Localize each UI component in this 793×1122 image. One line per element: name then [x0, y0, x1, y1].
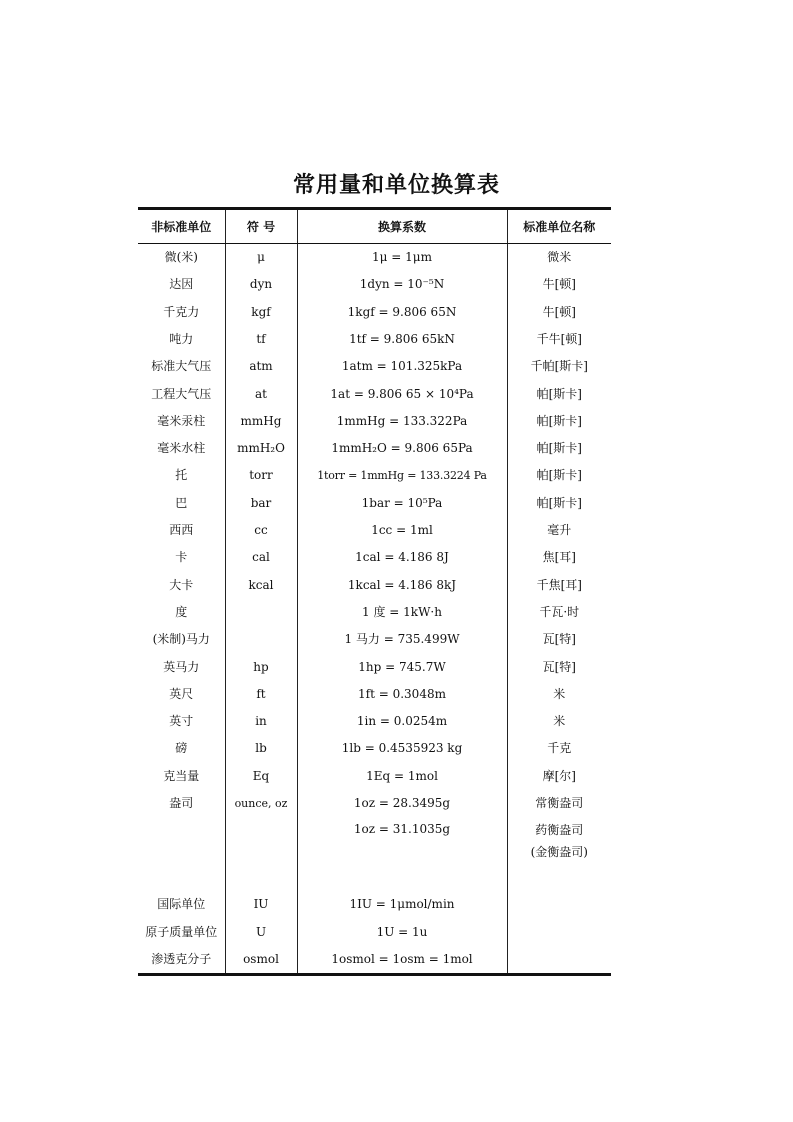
symbol-cell: ft: [225, 681, 297, 708]
symbol-cell: mmHg: [225, 408, 297, 435]
standard-cell: 千瓦·时: [507, 599, 611, 626]
unit-cell: 千克力: [163, 304, 200, 319]
factor-cell: 1torr = 1mmHg = 133.3224 Pa: [297, 462, 507, 489]
factor-cell: 1bar = 10⁵Pa: [297, 490, 507, 517]
conversion-table: [138, 207, 611, 976]
symbol-cell: U: [225, 919, 297, 946]
symbol-cell: tf: [225, 326, 297, 353]
factor-cell: 1 马力 = 735.499W: [297, 626, 507, 653]
factor-cell: 1osmol = 1osm = 1mol: [297, 946, 507, 975]
factor-cell: 1mmH₂O = 9.806 65Pa: [297, 435, 507, 462]
standard-cell: 牛[顿]: [507, 271, 611, 298]
standard-name: 药衡盎司: [535, 823, 584, 838]
factor-cell: 1cal = 4.186 8J: [297, 544, 507, 571]
page-title: 常用量和单位换算表: [292, 173, 500, 198]
standard-cell: 微米: [507, 244, 611, 272]
unit-cell: 托: [175, 468, 188, 483]
unit-cell: 英尺: [169, 686, 194, 701]
standard-cell: [507, 919, 611, 946]
header-conversion-factor: 换算系数: [297, 209, 507, 244]
standard-cell: 毫升: [507, 517, 611, 544]
header-nonstandard-unit: 非标准单位: [138, 209, 225, 244]
unit-cell: 毫米水柱: [157, 441, 206, 456]
standard-cell: 帕[斯卡]: [507, 435, 611, 462]
symbol-cell: osmol: [225, 946, 297, 975]
factor-cell: 1at = 9.806 65 × 10⁴Pa: [297, 380, 507, 407]
factor-cell: 1in = 0.0254m: [297, 708, 507, 735]
standard-cell: [507, 946, 611, 975]
symbol-cell: in: [225, 708, 297, 735]
unit-cell: 大卡: [169, 577, 194, 592]
spacer-cell: [138, 873, 225, 891]
table-row: [138, 517, 611, 544]
symbol-cell: lb: [225, 735, 297, 762]
symbol-cell: Eq: [225, 763, 297, 790]
symbol-cell: hp: [225, 653, 297, 680]
unit-cell: 毫米汞柱: [157, 413, 206, 428]
symbol-cell: mmH₂O: [225, 435, 297, 462]
symbol-cell: [225, 599, 297, 626]
table-row: [138, 681, 611, 708]
table-row: [138, 353, 611, 380]
factor-cell: 1dyn = 10⁻⁵N: [297, 271, 507, 298]
standard-cell: 千帕[斯卡]: [507, 353, 611, 380]
standard-cell: 米: [507, 708, 611, 735]
factor-cell: 1U = 1u: [297, 919, 507, 946]
table-row: [138, 271, 611, 298]
factor-cell: 1lb = 0.4535923 kg: [297, 735, 507, 762]
unit-cell: 盎司: [169, 795, 194, 810]
standard-cell: 帕[斯卡]: [507, 408, 611, 435]
standard-cell: 千牛[顿]: [507, 326, 611, 353]
unit-cell: 度: [175, 604, 188, 619]
standard-cell: 帕[斯卡]: [507, 380, 611, 407]
table-row: [138, 919, 611, 946]
factor-cell: 1IU = 1μmol/min: [297, 891, 507, 918]
symbol-cell: μ: [225, 244, 297, 272]
symbol-cell: cal: [225, 544, 297, 571]
unit-cell: 克当量: [163, 768, 200, 783]
table-row: [138, 326, 611, 353]
symbol-cell: ounce, oz: [225, 790, 297, 817]
factor-cell: 1kcal = 4.186 8kJ: [297, 572, 507, 599]
standard-cell: 摩[尔]: [507, 763, 611, 790]
unit-cell: 原子质量单位: [145, 924, 218, 939]
table-row: [138, 299, 611, 326]
symbol-cell: kgf: [225, 299, 297, 326]
standard-cell: 焦[耳]: [507, 544, 611, 571]
table-row: [138, 891, 611, 918]
unit-cell: 渗透克分子: [151, 951, 212, 966]
factor-cell: 1atm = 101.325kPa: [297, 353, 507, 380]
standard-cell: 瓦[特]: [507, 626, 611, 653]
symbol-cell: atm: [225, 353, 297, 380]
factor-cell: 1μ = 1μm: [297, 244, 507, 272]
factor-cell: 1oz = 31.1035g: [297, 817, 507, 873]
table-row: [138, 763, 611, 790]
unit-cell: (米制)马力: [152, 632, 210, 647]
standard-cell: 常衡盎司: [507, 790, 611, 817]
standard-cell: 千焦[耳]: [507, 572, 611, 599]
unit-cell: 英寸: [169, 714, 194, 729]
table-row: [138, 380, 611, 407]
unit-cell: [138, 817, 225, 873]
table-row: [138, 490, 611, 517]
spacer-cell: [507, 873, 611, 891]
table-row: [138, 435, 611, 462]
factor-cell: 1Eq = 1mol: [297, 763, 507, 790]
table-row: [138, 946, 611, 975]
table-row: [138, 462, 611, 489]
standard-cell: 帕[斯卡]: [507, 462, 611, 489]
symbol-cell: IU: [225, 891, 297, 918]
table-row: [138, 626, 611, 653]
symbol-cell: cc: [225, 517, 297, 544]
standard-cell: 米: [507, 681, 611, 708]
header-symbol: 符 号: [225, 209, 297, 244]
unit-cell: 英马力: [163, 659, 200, 674]
unit-cell: 工程大气压: [151, 386, 212, 401]
factor-cell: 1tf = 9.806 65kN: [297, 326, 507, 353]
standard-name-alt: (金衡盎司): [530, 845, 588, 860]
unit-cell: 西西: [169, 523, 194, 538]
symbol-cell: bar: [225, 490, 297, 517]
factor-cell: 1mmHg = 133.322Pa: [297, 408, 507, 435]
unit-cell: 微(米): [164, 250, 198, 265]
standard-cell: 瓦[特]: [507, 653, 611, 680]
header-standard-unit: 标准单位名称: [507, 209, 611, 244]
unit-cell: 国际单位: [157, 897, 206, 912]
header-row: [138, 209, 611, 244]
table-row: [138, 708, 611, 735]
unit-cell: 吨力: [169, 331, 194, 346]
symbol-cell: torr: [225, 462, 297, 489]
table-row: [138, 817, 611, 873]
symbol-cell: [225, 817, 297, 873]
factor-cell: 1oz = 28.3495g: [297, 790, 507, 817]
table-row: [138, 735, 611, 762]
unit-cell: 磅: [175, 741, 188, 756]
factor-cell: 1hp = 745.7W: [297, 653, 507, 680]
spacer-cell: [297, 873, 507, 891]
symbol-cell: kcal: [225, 572, 297, 599]
table-row: [138, 544, 611, 571]
factor-cell: 1 度 = 1kW·h: [297, 599, 507, 626]
table-row: [138, 572, 611, 599]
unit-cell: 达因: [169, 277, 194, 292]
standard-cell: 帕[斯卡]: [507, 490, 611, 517]
standard-cell: 千克: [507, 735, 611, 762]
standard-cell: 牛[顿]: [507, 299, 611, 326]
spacer-row: [138, 873, 611, 891]
spacer-cell: [225, 873, 297, 891]
factor-cell: 1ft = 0.3048m: [297, 681, 507, 708]
symbol-cell: at: [225, 380, 297, 407]
table-row: [138, 653, 611, 680]
standard-cell: [507, 891, 611, 918]
table-row: [138, 790, 611, 817]
table-row: [138, 408, 611, 435]
factor-cell: 1cc = 1ml: [297, 517, 507, 544]
table-row: [138, 599, 611, 626]
symbol-cell: dyn: [225, 271, 297, 298]
factor-cell: 1kgf = 9.806 65N: [297, 299, 507, 326]
unit-cell: 巴: [175, 495, 188, 510]
table-row: [138, 244, 611, 272]
symbol-cell: [225, 626, 297, 653]
unit-cell: 卡: [175, 550, 188, 565]
standard-cell: [507, 817, 611, 873]
unit-cell: 标准大气压: [151, 359, 212, 374]
